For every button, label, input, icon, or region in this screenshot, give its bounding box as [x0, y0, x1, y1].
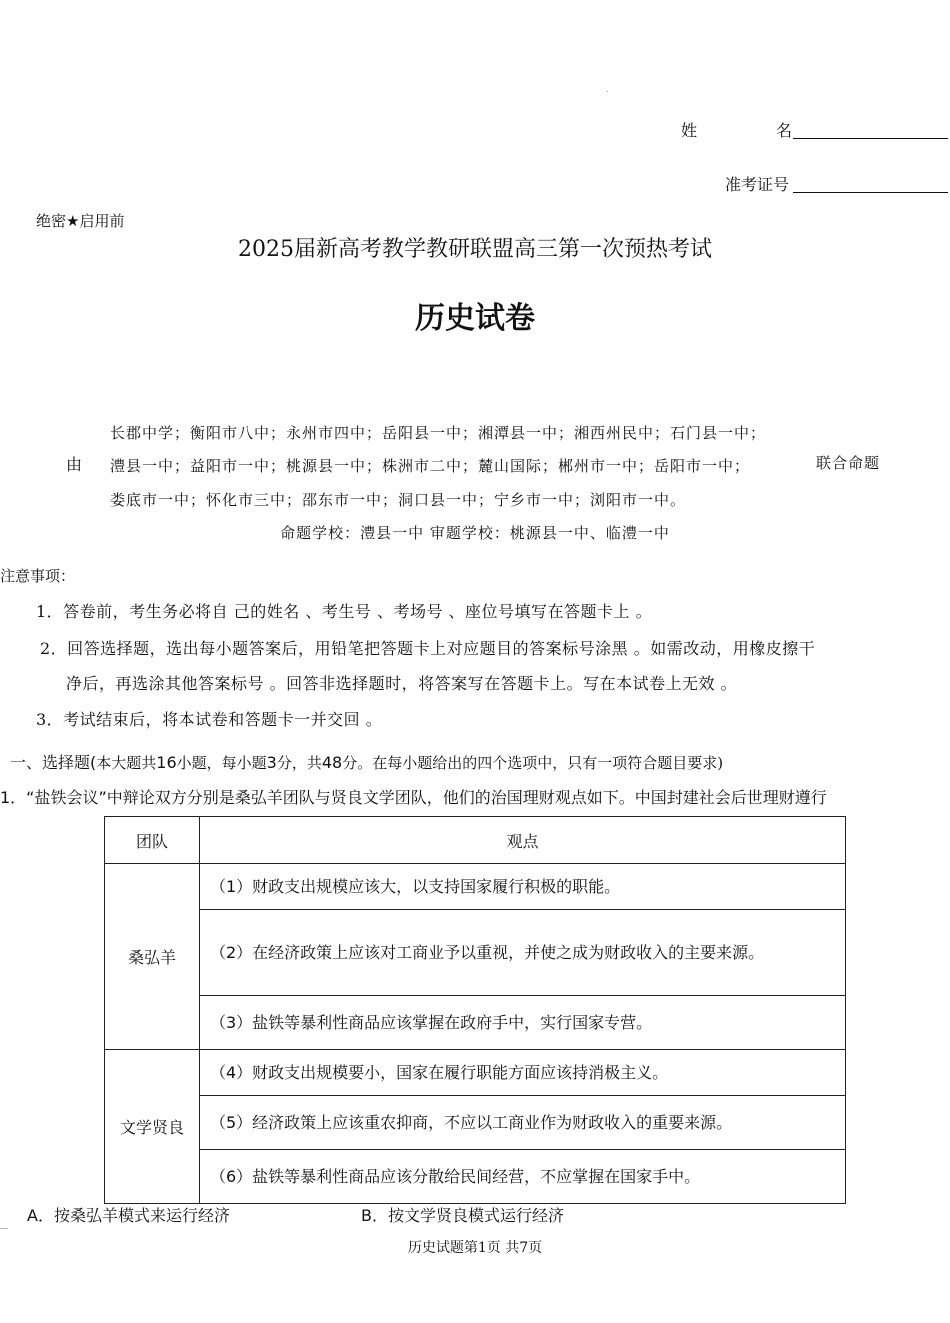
option-a[interactable]: A．按桑弘羊模式来运行经济 [27, 1206, 230, 1225]
table-header-row [105, 817, 846, 864]
view-6: （6）盐铁等暴利性商品应该分散给民间经营，不应掌握在国家手中。 [200, 1150, 846, 1204]
header-view: 观点 [200, 817, 846, 864]
option-b[interactable]: B．按文学贤良模式运行经济 [361, 1206, 564, 1225]
view-2: （2）在经济政策上应该对工商业予以重视，并使之成为财政收入的主要来源。 [200, 910, 846, 996]
team-sang-hongyang: 桑弘羊 [105, 864, 200, 1050]
school-row-2: 澧县一中；益阳市一中；桃源县一中；株洲市二中；麓山国际；郴州市一中；岳阳市一中； [110, 457, 751, 475]
school-row-1: 长郡中学；衡阳市八中；永州市四中；岳阳县一中；湘潭县一中；湘西州民中；石门县一中； [110, 424, 767, 442]
view-1: （1）财政支出规模应该大，以支持国家履行积极的职能。 [200, 864, 846, 910]
table-row [105, 910, 846, 996]
section-heading-label: 一、选择题( [10, 753, 97, 772]
table-row [105, 864, 846, 910]
question-count: 16 [156, 753, 177, 772]
points-per-question: 3 [266, 753, 277, 772]
name-blank[interactable] [793, 122, 948, 139]
name-label: 姓 [681, 121, 698, 140]
notice-item-3: 3．考试结束后，将本试卷和答题卡一并交回 。 [36, 710, 383, 729]
notice-title: 注意事项： [0, 567, 76, 585]
header-team: 团队 [105, 817, 200, 864]
paper-title: 历史试卷 [415, 301, 535, 336]
setter-schools: 命题学校：澧县一中 审题学校：桃源县一中、临澧一中 [280, 524, 670, 542]
section-heading [10, 750, 723, 773]
notice-item-2: 2．回答选择题，选出每小题答案后，用铅笔把答题卡上对应题目的答案标号涂黑 。如需改动，用橡皮擦干 [40, 639, 816, 658]
policy-table [104, 816, 846, 1204]
question-1-stem: 1．“盐铁会议”中辩论双方分别是桑弘羊团队与贤良文学团队，他们的治国理财观点如下。中国封建社会后世理财遵行 [0, 788, 827, 807]
total-points: 48 [321, 753, 343, 772]
team-xianliang-wenxue: 文学贤良 [105, 1050, 200, 1204]
notice-item-2-continued: 净后，再选涂其他答案标号 。回答非选择题时，将答案写在答题卡上。写在本试卷上无效 。 [66, 674, 738, 693]
table-row [105, 1050, 846, 1096]
notice-item-1: 1．答卷前，考生务必将自 己的姓名 、考生号 、考场号 、座位号填写在答题卡上 。 [36, 602, 653, 621]
view-4: （4）财政支出规模要小，国家在履行职能方面应该持消极主义。 [200, 1050, 846, 1096]
table-row [105, 996, 846, 1050]
table-row [105, 1096, 846, 1150]
schools-prefix: 由 [66, 455, 83, 474]
school-row-3: 娄底市一中；怀化市三中；邵东市一中；洞口县一中；宁乡市一中；浏阳市一中。 [110, 491, 687, 509]
exam-id-label: 准考证号 [725, 175, 790, 194]
view-5: （5）经济政策上应该重农抑商，不应以工商业作为财政收入的重要来源。 [200, 1096, 846, 1150]
section-note-d: 分。在每小题给出的四个选项中，只有一项符合题目要求) [342, 754, 724, 772]
exam-id-blank[interactable] [793, 176, 948, 193]
exam-title: 2025届新高考教学教研联盟高三第一次预热考试 [238, 237, 712, 262]
view-3: （3）盐铁等暴利性商品应该掌握在政府手中，实行国家专营。 [200, 996, 846, 1050]
name-label-second: 名 [776, 121, 793, 140]
page-footer: 历史试题第1页 共7页 [407, 1240, 543, 1256]
secret-mark: 绝密★启用前 [36, 212, 125, 230]
section-note-a: 本大题共 [96, 754, 157, 772]
schools-suffix: 联合命题 [816, 454, 881, 472]
section-note-b: 小题，每小题 [176, 754, 267, 772]
speck [607, 91, 608, 92]
corner-mark [0, 1228, 8, 1229]
table-row [105, 1150, 846, 1204]
section-note-c: 分，共 [276, 754, 322, 772]
